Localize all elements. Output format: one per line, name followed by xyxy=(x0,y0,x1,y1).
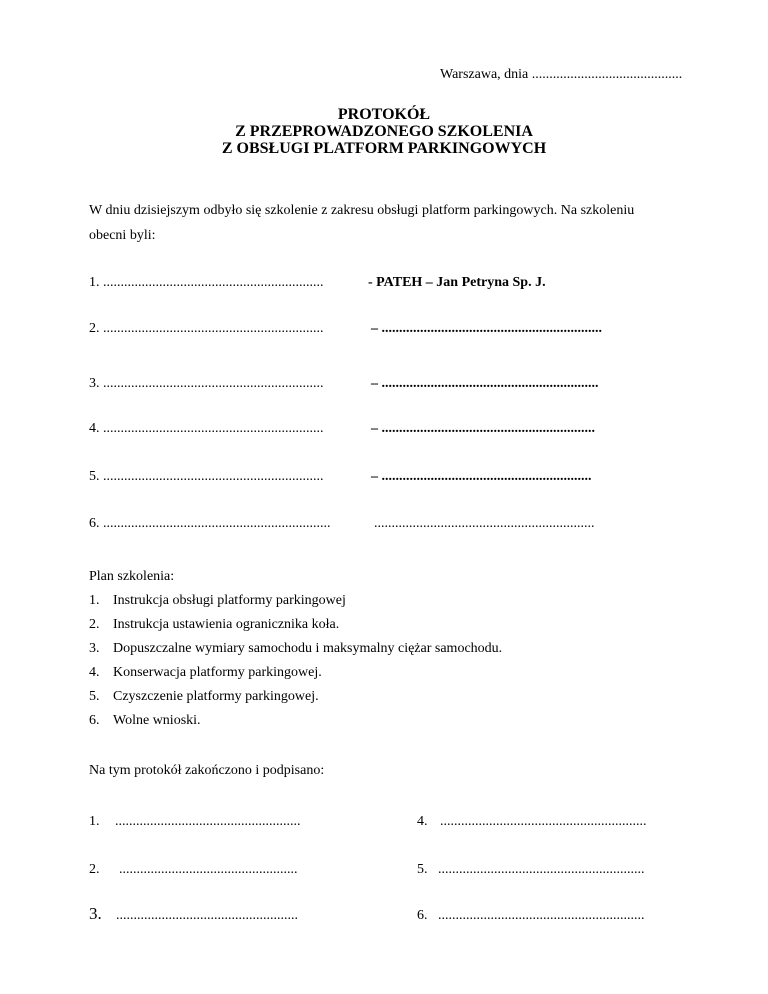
plan-item-2-num: 2. xyxy=(89,617,100,632)
plan-item-1-num: 1. xyxy=(89,593,100,608)
closing-statement: Na tym protokół zakończono i podpisano: xyxy=(89,763,325,778)
attendee-6-company: ............................................................... xyxy=(374,516,595,531)
attendee-2-company: – ............................................................... xyxy=(371,321,602,336)
plan-item-1-text: Instrukcja obsługi platformy parkingowej xyxy=(113,593,346,608)
signature-2-line: ................................................... xyxy=(119,862,298,877)
plan-item-3-num: 3. xyxy=(89,641,100,656)
signature-1-line: ..................................................... xyxy=(115,814,301,829)
place-date: Warszawa, dnia ........................................... xyxy=(440,67,683,82)
plan-item-6-num: 6. xyxy=(89,713,100,728)
attendee-4-name: 4. ............................................................... xyxy=(89,421,324,436)
plan-item-4-text: Konserwacja platformy parkingowej. xyxy=(113,665,322,680)
attendee-5-name: 5. ............................................................... xyxy=(89,469,324,484)
attendee-1-name: 1. ............................................................... xyxy=(89,275,324,290)
plan-item-3-text: Dopuszczalne wymiary samochodu i maksymalny ciężar samochodu. xyxy=(113,641,503,656)
signature-6-line: ........................................................... xyxy=(438,908,645,923)
attendee-5-company: – ............................................................ xyxy=(371,469,592,484)
signature-3-line: .................................................... xyxy=(116,908,298,923)
signature-4-line: ........................................................... xyxy=(440,814,647,829)
title-line-1: PROTOKÓŁ xyxy=(337,106,431,123)
attendee-3-name: 3. ............................................................... xyxy=(89,376,324,391)
signature-1-num: 1. xyxy=(89,814,100,829)
title-line-3: Z OBSŁUGI PLATFORM PARKINGOWYCH xyxy=(221,140,547,157)
attendee-6-name: 6. ................................................................. xyxy=(89,516,331,531)
plan-item-6-text: Wolne wnioski. xyxy=(113,713,201,728)
intro-line-1: W dniu dzisiejszym odbyło się szkolenie z zakresu obsługi platform parkingowych. Na szkoleniu xyxy=(89,203,635,218)
plan-item-5-text: Czyszczenie platformy parkingowej. xyxy=(113,689,319,704)
signature-3-num: 3. xyxy=(89,904,102,923)
attendee-1-company: - PATEH – Jan Petryna Sp. J. xyxy=(368,275,546,290)
intro-line-2: obecni byli: xyxy=(89,228,156,243)
attendee-2-name: 2. ............................................................... xyxy=(89,321,324,336)
signature-5-num: 5. xyxy=(417,862,428,877)
attendee-3-company: – .............................................................. xyxy=(371,376,599,391)
signature-5-line: ........................................................... xyxy=(438,862,645,877)
signature-4-num: 4. xyxy=(417,814,428,829)
plan-item-2-text: Instrukcja ustawienia ogranicznika koła. xyxy=(113,617,340,632)
attendee-4-company: – ............................................................. xyxy=(371,421,595,436)
plan-heading: Plan szkolenia: xyxy=(89,569,175,584)
plan-item-4-num: 4. xyxy=(89,665,100,680)
signature-6-num: 6. xyxy=(417,908,428,923)
title-line-2: Z PRZEPROWADZONEGO SZKOLENIA xyxy=(235,123,533,140)
plan-item-5-num: 5. xyxy=(89,689,100,704)
signature-2-num: 2. xyxy=(89,862,100,877)
